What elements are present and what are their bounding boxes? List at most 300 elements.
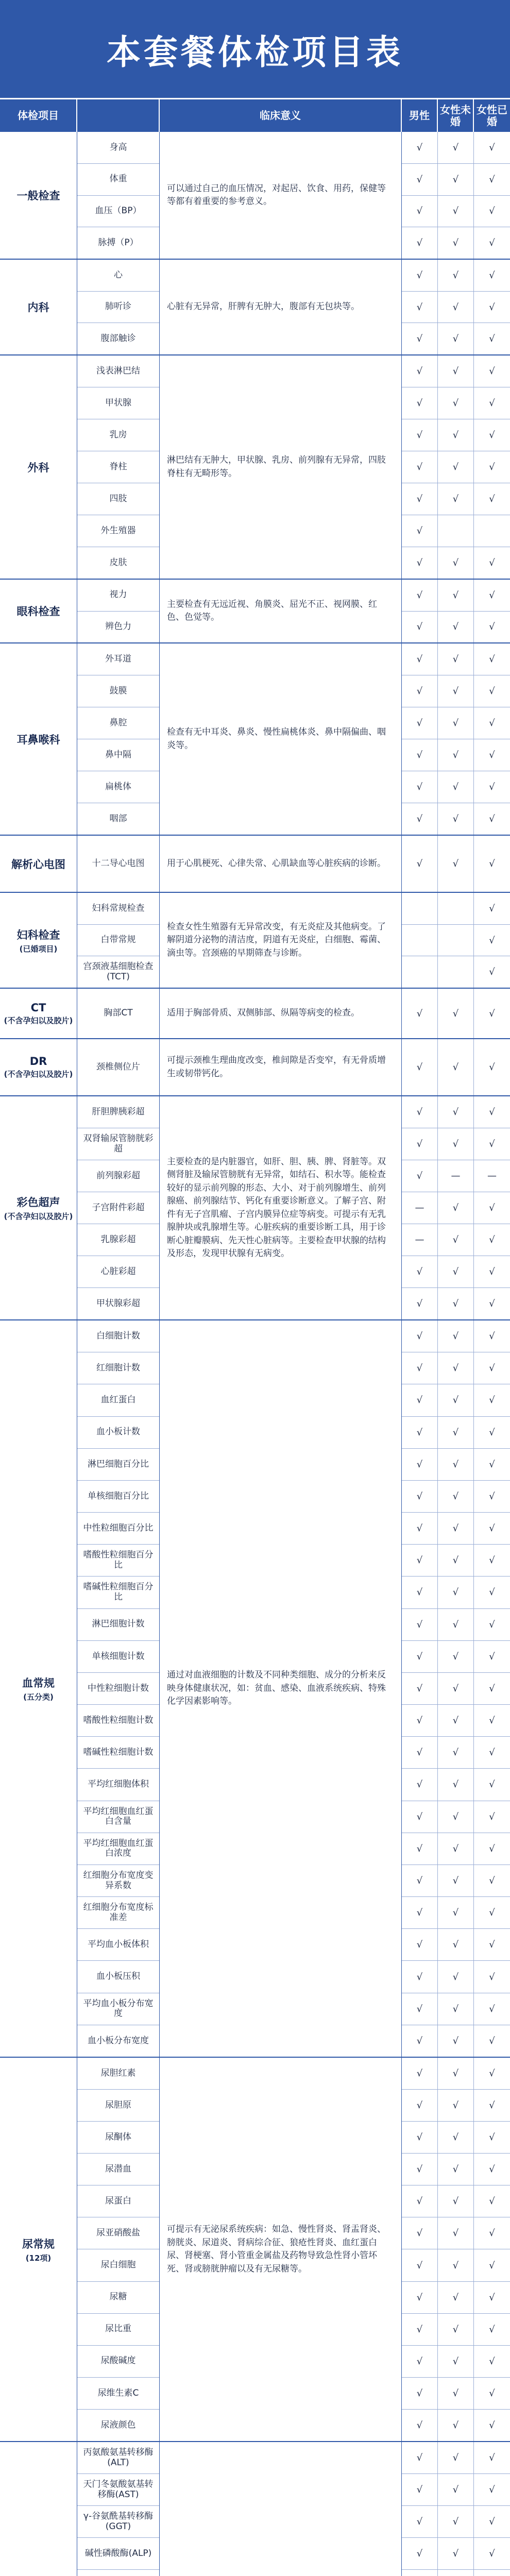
item-name: 妇科常规检查 xyxy=(77,893,159,925)
item-name: 血压（BP） xyxy=(77,196,159,228)
female-unmarried-mark: √ xyxy=(438,2282,474,2313)
male-mark: √ xyxy=(402,132,438,163)
female-unmarried-mark: √ xyxy=(438,323,474,354)
clinical-meaning: 可提示颈椎生理曲度改变，椎间隙是否变窄，有无骨质增生或韧带钙化。 xyxy=(160,1039,402,1095)
item-name: 尿蛋白 xyxy=(77,2185,159,2217)
female-married-mark: √ xyxy=(489,2035,495,2046)
female-married-mark: √ xyxy=(489,1363,495,1374)
item-column xyxy=(77,2442,160,2576)
table-row xyxy=(402,323,510,354)
category-cell xyxy=(0,989,77,1038)
table-row xyxy=(402,227,510,259)
female-married-mark: √ xyxy=(489,206,495,217)
item-name: 中性粒细胞计数 xyxy=(77,1673,159,1705)
table-group xyxy=(0,989,510,1039)
item-column xyxy=(77,1039,160,1095)
female-married-mark: √ xyxy=(489,1779,495,1790)
male-mark: √ xyxy=(402,196,438,227)
female-unmarried-mark: √ xyxy=(438,1673,474,1704)
male-mark: √ xyxy=(402,1096,438,1128)
female-married-mark: √ xyxy=(489,1107,495,1117)
male-mark: √ xyxy=(402,739,438,771)
item-name: 血小板分布宽度 xyxy=(88,2035,149,2046)
female-married-mark: √ xyxy=(489,2484,495,2496)
item-name: 平均血小板分布宽度 xyxy=(77,1993,159,2025)
male-mark: √ xyxy=(402,1384,438,1416)
item-name: 肝胆脾胰彩超 xyxy=(77,1096,159,1128)
item-name: 尿胆原 xyxy=(77,2090,159,2122)
table-row xyxy=(402,2378,510,2410)
female-married-mark: √ xyxy=(489,430,495,440)
male-mark: √ xyxy=(402,227,438,259)
female-unmarried-mark: √ xyxy=(438,2378,474,2409)
clinical-meaning: 用于心肌梗死、心律失常、心肌缺血等心脏疾病的诊断。 xyxy=(160,836,402,892)
female-unmarried-mark: √ xyxy=(438,387,474,419)
female-unmarried-mark: √ xyxy=(438,1288,474,1319)
male-mark: √ xyxy=(402,1833,438,1865)
table-row xyxy=(402,451,510,483)
table-row xyxy=(402,547,510,579)
female-married-mark: √ xyxy=(489,2387,495,2399)
female-unmarried-mark: √ xyxy=(438,643,474,675)
item-name: 尿酮体 xyxy=(77,2122,159,2154)
female-married-mark: √ xyxy=(489,557,495,568)
item-name: 宫颈液基细胞检查(TCT) xyxy=(83,961,154,982)
item-name: 颈椎侧位片 xyxy=(96,1061,140,1072)
male-mark: √ xyxy=(402,1673,438,1704)
female-married-mark: √ xyxy=(489,2260,495,2271)
table-row xyxy=(402,612,510,643)
table-row xyxy=(402,2282,510,2314)
item-name: 单核细胞计数 xyxy=(77,1641,159,1673)
applicability-column xyxy=(402,893,510,988)
male-mark: √ xyxy=(402,1288,438,1319)
item-name: 血小板计数 xyxy=(77,1417,159,1449)
table-group xyxy=(0,2058,510,2442)
item-name: 外生殖器 xyxy=(77,515,159,547)
female-married-mark: √ xyxy=(489,333,495,345)
female-unmarried-mark: √ xyxy=(438,483,474,515)
female-married-mark: √ xyxy=(489,2164,495,2175)
table-row xyxy=(402,1705,510,1737)
item-name: γ-谷氨酰基转移酶(GGT) xyxy=(77,2506,159,2538)
male-mark: √ xyxy=(402,1993,438,2025)
item-name: 红细胞计数 xyxy=(77,1352,159,1384)
female-unmarried-mark: √ xyxy=(438,1609,474,1640)
female-married-mark: √ xyxy=(489,1587,495,1598)
female-married-mark: √ xyxy=(489,238,495,249)
item-column xyxy=(77,355,160,579)
table-row xyxy=(402,1801,510,1833)
female-married-mark: √ xyxy=(489,1939,495,1951)
item-name: 胸部CT xyxy=(104,1008,133,1019)
female-married-mark: √ xyxy=(489,2292,495,2303)
female-unmarried-mark: √ xyxy=(438,1545,474,1576)
female-unmarried-mark: √ xyxy=(438,2314,474,2345)
item-name: 红细胞分布宽度变异系数 xyxy=(77,1865,159,1897)
female-married-mark: √ xyxy=(489,1062,495,1073)
male-mark: √ xyxy=(402,643,438,675)
table-row xyxy=(402,260,510,292)
female-married-mark: √ xyxy=(489,2228,495,2239)
table-row xyxy=(402,2217,510,2249)
table-group xyxy=(0,1039,510,1096)
applicability-column xyxy=(402,836,510,892)
female-unmarried-mark: √ xyxy=(438,1929,474,1960)
female-unmarried-mark: √ xyxy=(438,2474,474,2505)
table-row xyxy=(402,803,510,835)
applicability-column xyxy=(402,355,510,579)
female-unmarried-mark: √ xyxy=(438,1039,474,1095)
female-unmarried-mark: √ xyxy=(438,1865,474,1896)
female-married-mark: √ xyxy=(489,1427,495,1438)
table-row xyxy=(402,2154,510,2185)
applicability-column xyxy=(402,1039,510,1095)
category-cell xyxy=(0,893,77,988)
category-name: 妇科检查 xyxy=(16,928,60,941)
item-name: 甲状腺彩超 xyxy=(96,1298,140,1309)
item-column xyxy=(77,989,160,1038)
table-row xyxy=(402,1160,510,1192)
female-married-mark: √ xyxy=(489,2355,495,2367)
table-group xyxy=(0,132,510,260)
item-name: 平均红细胞血红蛋白浓度 xyxy=(77,1833,159,1865)
table-group xyxy=(0,2442,510,2576)
item-name: 脊柱 xyxy=(77,451,159,483)
category-cell xyxy=(0,643,77,835)
female-married-mark: √ xyxy=(489,1202,495,1213)
male-mark: √ xyxy=(402,2314,438,2345)
female-married-mark: √ xyxy=(489,2324,495,2335)
item-column xyxy=(77,836,160,892)
male-mark: √ xyxy=(402,1545,438,1576)
table-row xyxy=(402,1673,510,1705)
table-row xyxy=(402,387,510,419)
item-name: 嗜碱性粒细胞百分比 xyxy=(77,1577,159,1608)
male-mark: √ xyxy=(402,2282,438,2313)
male-mark: √ xyxy=(402,419,438,451)
applicability-column xyxy=(402,643,510,835)
category-name: 耳鼻喉科 xyxy=(16,733,60,746)
male-mark: √ xyxy=(402,2154,438,2185)
table-row xyxy=(402,1929,510,1961)
table-group xyxy=(0,260,510,355)
category-cell xyxy=(0,1096,77,1319)
item-name: 四肢 xyxy=(77,483,159,515)
female-unmarried-mark: √ xyxy=(438,1128,474,1160)
category-cell xyxy=(0,2442,77,2576)
table-row xyxy=(402,771,510,803)
item-name: 甲状腺 xyxy=(77,387,159,419)
table-row xyxy=(402,292,510,324)
item-column xyxy=(77,1096,160,1319)
item-name: 子宫附件彩超 xyxy=(77,1192,159,1224)
table-row xyxy=(402,925,510,957)
male-mark: √ xyxy=(402,1417,438,1448)
item-column xyxy=(77,260,160,354)
table-row xyxy=(402,1384,510,1416)
male-mark: √ xyxy=(402,2346,438,2377)
male-mark: — xyxy=(402,1192,438,1224)
item-column xyxy=(77,893,160,988)
header-item xyxy=(77,99,160,132)
female-married-mark: √ xyxy=(489,1523,495,1534)
item-name: 咽部 xyxy=(109,813,127,824)
female-unmarried-mark: √ xyxy=(438,771,474,803)
clinical-meaning: 主要检查的是内脏器官，如肝、胆、胰、脾、肾脏等。双侧肾脏及输尿管膀胱有无异常，如结石、积水等。能检查较好的显示前列腺的形态、大小、对于前列腺增生、前列腺癌、前列腺结节、钙化有重要诊断意义。了解子宫、附件有无子宫肌瘤、子宫内膜异位症等病变。可提示有无乳腺肿块或乳腺增生等。心脏疾病的重要诊断工具，用于诊断心脏瓣膜病、先天性心脏病等。主要检查甲状腺的结构及形态，发现甲状腺有无病变。 xyxy=(160,1096,402,1319)
female-married-mark: √ xyxy=(489,1811,495,1822)
male-mark: √ xyxy=(402,836,438,892)
female-unmarried-mark: √ xyxy=(438,547,474,579)
male-mark: √ xyxy=(402,803,438,835)
item-name: 前列腺彩超 xyxy=(77,1160,159,1192)
clinical-meaning: 可提示有无泌尿系统疾病：如急、慢性肾炎、肾盂肾炎、膀胱炎、尿道炎、肾病综合征、狼疮性肾炎、血红蛋白尿、肾梗塞、肾小管重金属盐及药物导致急性肾小管坏死、肾或膀胱肿瘤以及有无尿糖等。 xyxy=(160,2058,402,2441)
female-unmarried-mark: √ xyxy=(438,1352,474,1384)
male-mark: √ xyxy=(402,1865,438,1896)
title-banner xyxy=(0,0,510,98)
male-mark: √ xyxy=(402,1320,438,1352)
female-unmarried-mark: √ xyxy=(438,355,474,387)
category-note: (不含孕妇以及胶片) xyxy=(4,1212,73,1222)
item-name: 平均血小板体积 xyxy=(77,1929,159,1961)
table-row xyxy=(402,707,510,739)
category-cell xyxy=(0,132,77,259)
female-unmarried-mark xyxy=(438,956,474,988)
female-married-mark: √ xyxy=(489,2419,495,2431)
table-row xyxy=(402,2122,510,2154)
applicability-column xyxy=(402,1096,510,1319)
male-mark: √ xyxy=(402,2410,438,2441)
female-married-mark: √ xyxy=(489,2068,495,2079)
female-married-mark: √ xyxy=(489,301,495,313)
female-married-mark: √ xyxy=(489,1843,495,1854)
clinical-meaning: 可以通过自己的血压情况，对起居、饮食、用药，保健等等都有着重要的参考意义。 xyxy=(160,132,402,259)
female-unmarried-mark: √ xyxy=(438,836,474,892)
male-mark: √ xyxy=(402,707,438,739)
table-row xyxy=(402,580,510,612)
female-married-mark: √ xyxy=(489,174,495,185)
male-mark: √ xyxy=(402,2378,438,2409)
clinical-meaning xyxy=(160,2442,402,2576)
item-name: 尿糖 xyxy=(77,2282,159,2314)
category-name: 内科 xyxy=(27,301,49,314)
female-unmarried-mark: √ xyxy=(438,2217,474,2249)
female-married-mark: √ xyxy=(489,2132,495,2143)
female-married-mark: √ xyxy=(489,1266,495,1277)
table-group xyxy=(0,893,510,989)
female-unmarried-mark: √ xyxy=(438,1769,474,1800)
item-name: 扁桃体 xyxy=(77,771,159,803)
item-name: 尿液颜色 xyxy=(100,2419,136,2430)
clinical-meaning: 心脏有无异常，肝脾有无肿大，腹部有无包块等。 xyxy=(160,260,402,354)
applicability-column xyxy=(402,1320,510,2057)
female-unmarried-mark: √ xyxy=(438,164,474,195)
female-married-mark: √ xyxy=(489,1490,495,1502)
male-mark: √ xyxy=(402,2025,438,2057)
female-married-mark: √ xyxy=(489,621,495,633)
female-unmarried-mark: √ xyxy=(438,1897,474,1928)
table-row xyxy=(402,1288,510,1319)
item-name: 尿比重 xyxy=(77,2314,159,2346)
female-married-mark: √ xyxy=(489,903,495,914)
item-name: 腹部触诊 xyxy=(100,333,136,344)
table-row xyxy=(402,1224,510,1256)
table-row xyxy=(402,1865,510,1897)
female-unmarried-mark: √ xyxy=(438,132,474,163)
female-married-mark: √ xyxy=(489,1875,495,1886)
table-group xyxy=(0,580,510,643)
female-unmarried-mark: √ xyxy=(438,989,474,1038)
female-unmarried-mark: √ xyxy=(438,803,474,835)
female-unmarried-mark: √ xyxy=(438,1577,474,1608)
table-group xyxy=(0,643,510,836)
male-mark: √ xyxy=(402,1769,438,1800)
item-column xyxy=(77,132,160,259)
item-name: 外耳道 xyxy=(77,643,159,675)
item-name: 白带常规 xyxy=(77,925,159,957)
female-unmarried-mark: √ xyxy=(438,2506,474,2537)
female-unmarried-mark xyxy=(438,893,474,924)
item-name: 血红蛋白 xyxy=(77,1384,159,1416)
table-row xyxy=(402,2442,510,2474)
item-name: 心 xyxy=(77,260,159,292)
male-mark: √ xyxy=(402,1449,438,1480)
table-row xyxy=(402,2506,510,2538)
male-mark: √ xyxy=(402,580,438,611)
female-unmarried-mark: √ xyxy=(438,2442,474,2473)
table-group xyxy=(0,836,510,893)
item-name: 天门冬氨酸氨基转移酶(AST) xyxy=(77,2474,159,2506)
female-married-mark: √ xyxy=(489,1395,495,1406)
clinical-meaning: 检查有无中耳炎、鼻炎、慢性扁桃体炎、鼻中隔偏曲、咽炎等。 xyxy=(160,643,402,835)
table-group xyxy=(0,355,510,580)
female-unmarried-mark: √ xyxy=(438,2249,474,2281)
female-unmarried-mark: √ xyxy=(438,451,474,483)
male-mark: √ xyxy=(402,1737,438,1768)
item-name: 尿维生素C xyxy=(77,2378,159,2410)
female-unmarried-mark: — xyxy=(438,1160,474,1192)
item-name: 鼻中隔 xyxy=(77,739,159,771)
item-column xyxy=(77,643,160,835)
male-mark: √ xyxy=(402,2442,438,2473)
item-name: 视力 xyxy=(77,580,159,612)
table-row xyxy=(402,1833,510,1865)
table-row xyxy=(402,893,510,925)
male-mark: √ xyxy=(402,515,438,547)
item-name: 中性粒细胞百分比 xyxy=(77,1513,159,1545)
female-married-mark: √ xyxy=(489,1747,495,1758)
female-married-mark: √ xyxy=(489,967,495,978)
female-unmarried-mark: √ xyxy=(438,196,474,227)
table-row xyxy=(402,1577,510,1608)
female-married-mark: √ xyxy=(489,1651,495,1662)
female-married-mark: √ xyxy=(489,1008,495,1019)
table-row xyxy=(402,1545,510,1577)
item-name: 嗜碱性粒细胞计数 xyxy=(77,1737,159,1769)
female-married-mark: √ xyxy=(489,654,495,665)
clinical-meaning: 淋巴结有无肿大，甲状腺、乳房、前列腺有无异常，四肢脊柱有无畸形等。 xyxy=(160,355,402,579)
table-group xyxy=(0,1096,510,1320)
female-married-mark: √ xyxy=(489,1459,495,1470)
table-row xyxy=(402,836,510,892)
male-mark xyxy=(402,893,438,924)
female-married-mark: √ xyxy=(489,935,495,946)
female-unmarried-mark: √ xyxy=(438,2154,474,2185)
item-name: 尿胆红素 xyxy=(77,2058,159,2090)
table-row xyxy=(402,196,510,228)
table-row xyxy=(402,1641,510,1673)
item-name: 浅表淋巴结 xyxy=(77,355,159,387)
category-cell xyxy=(0,1039,77,1095)
category-name: CT xyxy=(30,1001,46,1014)
item-name: 皮肤 xyxy=(109,557,127,568)
male-mark: — xyxy=(402,1224,438,1256)
table-row xyxy=(402,132,510,164)
female-married-mark: √ xyxy=(489,2516,495,2528)
male-mark: √ xyxy=(402,1128,438,1160)
female-married-mark: √ xyxy=(489,142,495,153)
male-mark: √ xyxy=(402,2058,438,2089)
female-married-mark: — xyxy=(487,1171,497,1181)
header-female-married: 女性已婚 xyxy=(477,103,507,128)
female-unmarried-mark: √ xyxy=(438,419,474,451)
table-row xyxy=(402,2346,510,2378)
male-mark xyxy=(402,925,438,956)
female-unmarried-mark: √ xyxy=(438,1256,474,1287)
applicability-column xyxy=(402,260,510,354)
table-row xyxy=(402,1897,510,1929)
male-mark: √ xyxy=(402,260,438,291)
item-name: 白细胞计数 xyxy=(77,1320,159,1352)
item-name: 平均红细胞体积 xyxy=(77,1769,159,1801)
female-married-mark: √ xyxy=(489,2452,495,2464)
male-mark: √ xyxy=(402,1481,438,1512)
male-mark: √ xyxy=(402,547,438,579)
category-name: 一般检查 xyxy=(16,190,60,202)
female-unmarried-mark: √ xyxy=(438,612,474,643)
table-row xyxy=(402,1769,510,1801)
female-unmarried-mark xyxy=(438,925,474,956)
female-married-mark: √ xyxy=(489,589,495,601)
male-mark: √ xyxy=(402,1641,438,1672)
female-married-mark: √ xyxy=(489,2003,495,2014)
female-unmarried-mark: √ xyxy=(438,2058,474,2089)
female-unmarried-mark: √ xyxy=(438,2410,474,2441)
table-row xyxy=(402,956,510,988)
table-row xyxy=(402,2058,510,2090)
header-category: 体检项目 xyxy=(0,99,77,132)
item-name: 尿潜血 xyxy=(77,2154,159,2185)
female-unmarried-mark: √ xyxy=(438,1801,474,1833)
female-unmarried-mark: √ xyxy=(438,580,474,611)
item-name: 平均红细胞血红蛋白含量 xyxy=(77,1801,159,1833)
applicability-column xyxy=(402,580,510,642)
table-row xyxy=(402,2025,510,2057)
table-row xyxy=(402,1737,510,1769)
category-note: (已婚项目) xyxy=(19,944,58,954)
category-cell xyxy=(0,355,77,579)
female-unmarried-mark: √ xyxy=(438,1320,474,1352)
female-married-mark: √ xyxy=(489,1971,495,1982)
item-column xyxy=(77,1320,160,2057)
male-mark: √ xyxy=(402,1705,438,1736)
male-mark: √ xyxy=(402,483,438,515)
male-mark: √ xyxy=(402,2538,438,2569)
male-mark: √ xyxy=(402,989,438,1038)
item-name: 肺听诊 xyxy=(77,292,159,324)
female-unmarried-mark: √ xyxy=(438,1513,474,1544)
male-mark: √ xyxy=(402,612,438,643)
